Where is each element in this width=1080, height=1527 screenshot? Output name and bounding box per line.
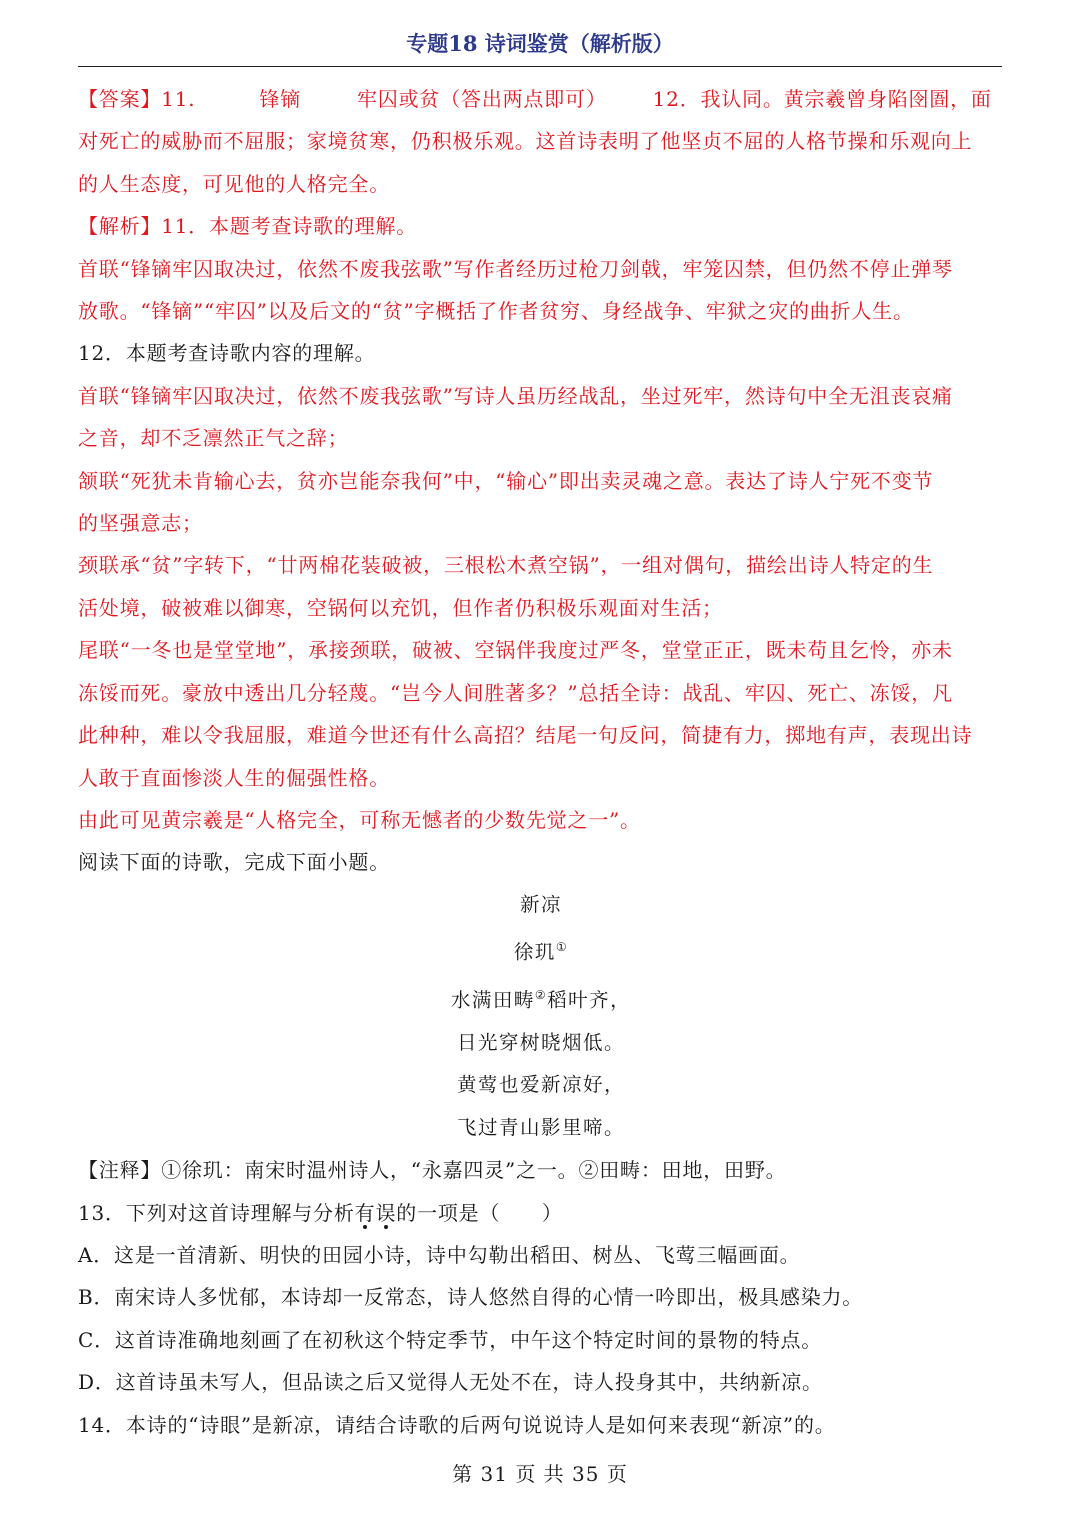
analysis-line: 颈联承“贫”字转下，“廿两棉花装破被，三根松木煮空锅”，一组对偶句，描绘出诗人特定的生: [78, 553, 934, 578]
option-d: D．这首诗虽未写人，但品读之后又觉得人无处不在，诗人投身其中，共纳新凉。: [78, 1370, 823, 1395]
page-number: 第 31 页 共 35 页: [452, 1462, 628, 1486]
analysis-line: 【解析】11．本题考查诗歌的理解。: [78, 214, 418, 239]
poem-line: [78, 974, 1004, 1022]
analysis-line: 12．本题考查诗歌内容的理解。: [78, 341, 376, 366]
question-13-stem: [78, 1192, 1004, 1234]
option-c: C．这首诗准确地刻画了在初秋这个特定季节，中午这个特定时间的景物的特点。: [78, 1327, 823, 1352]
field-footnote-mark: ②: [534, 988, 548, 1003]
poem-line: 黄莺也爱新凉好，: [456, 1073, 625, 1097]
poem-author: [78, 926, 1004, 974]
analysis-line: 活处境，破被难以御寒，空锅何以充饥，但作者仍积极乐观面对生活；: [78, 595, 723, 620]
annotation: 【注释】①徐玑：南宋时温州诗人，“永嘉四灵”之一。②田畴：田地，田野。: [78, 1158, 787, 1183]
analysis-line: 此种种，难以令我屈服，难道今世还有什么高招？结尾一句反问，简捷有力，掷地有声，表现出诗: [78, 723, 973, 748]
answer-label: 【答案】11.: [78, 87, 196, 111]
analysis-line: 的坚强意志；: [78, 511, 203, 536]
analysis-line: 首联“锋镝牢囚取决过，依然不废我弦歌”写作者经历过枪刀剑戟，牢笼囚禁，但仍然不停止弹琴: [78, 256, 953, 281]
analysis-line: 由此可见黄宗羲是“人格完全，可称无憾者的少数先觉之一”。: [78, 807, 641, 832]
analysis-line: 放歌。“锋镝”“牢囚”以及后文的“贫”字概括了作者贫穷、身经战争、牢狱之灾的曲折人生。: [78, 299, 914, 324]
answer-line: 的人生态度，可见他的人格完全。: [78, 171, 390, 196]
page-footer: [0, 1458, 1080, 1487]
analysis-line: 颔联“死犹未肯输心去，贫亦岂能奈我何”中，“输心”即出卖灵魂之意。表达了诗人宁死不变节: [78, 468, 934, 493]
analysis-line: 首联“锋镝牢囚取决过，依然不废我弦歌”写诗人虽历经战乱，坐过死牢，然诗句中全无沮丧哀痛: [78, 383, 953, 408]
poem-line: 飞过青山影里啼。: [456, 1115, 625, 1139]
poem-line-1b: 稻叶齐，: [547, 988, 632, 1012]
q13-stem-a: 13．下列对这首诗理解与分析: [78, 1200, 355, 1225]
option-b: B．南宋诗人多忧郁，本诗却一反常态，诗人悠然自得的心情一吟即出，极具感染力。: [78, 1285, 864, 1310]
poem-line: 日光穿树晓烟低。: [456, 1030, 625, 1054]
analysis-line: 之音，却不乏凛然正气之辞；: [78, 426, 349, 451]
reading-intro: 阅读下面的诗歌，完成下面小题。: [78, 850, 390, 875]
header-title: 专题18 诗词鉴赏（解析版）: [406, 31, 674, 56]
answer-11-term1: 锋镝: [259, 87, 302, 111]
page-content: [78, 78, 1004, 1446]
poem-title: 新凉: [519, 892, 562, 916]
analysis-line: 人敢于直面惨淡人生的倔强性格。: [78, 765, 390, 790]
q13-emph-char: 误: [375, 1200, 397, 1225]
answer-11-term2: 牢囚或贫（答出两点即可）: [357, 87, 607, 111]
answer-line: 对死亡的威胁而不屈服；家境贫寒，仍积极乐观。这首诗表明了他坚贞不屈的人格节操和乐观向上: [78, 129, 973, 154]
answer-first-line: [78, 78, 1004, 120]
poem-author-name: 徐玑: [513, 940, 556, 964]
analysis-line: 尾联“一冬也是堂堂地”，承接颈联，破被、空锅伴我度过严冬，堂堂正正，既未苟且乞怜，亦未: [78, 638, 953, 663]
q13-stem-b: 的一项是（ ）: [396, 1200, 563, 1225]
answer-12-start: 12．我认同。黄宗羲曾身陷囹圄，面: [652, 87, 992, 111]
question-14: 14．本诗的“诗眼”是新凉，请结合诗歌的后两句说说诗人是如何来表现“新凉”的。: [78, 1412, 836, 1437]
option-a: A．这是一首清新、明快的田园小诗，诗中勾勒出稻田、树丛、飞莺三幅画面。: [78, 1242, 801, 1267]
analysis-line: 冻馁而死。豪放中透出几分轻蔑。“岂今人间胜著多？”总括全诗：战乱、牢囚、死亡、冻馁，凡: [78, 680, 953, 705]
poem-line-1a: 水满田畴: [450, 988, 535, 1012]
page-header: [78, 28, 1002, 67]
q13-emph-char: 有: [354, 1200, 376, 1225]
author-footnote-mark: ①: [555, 940, 569, 955]
